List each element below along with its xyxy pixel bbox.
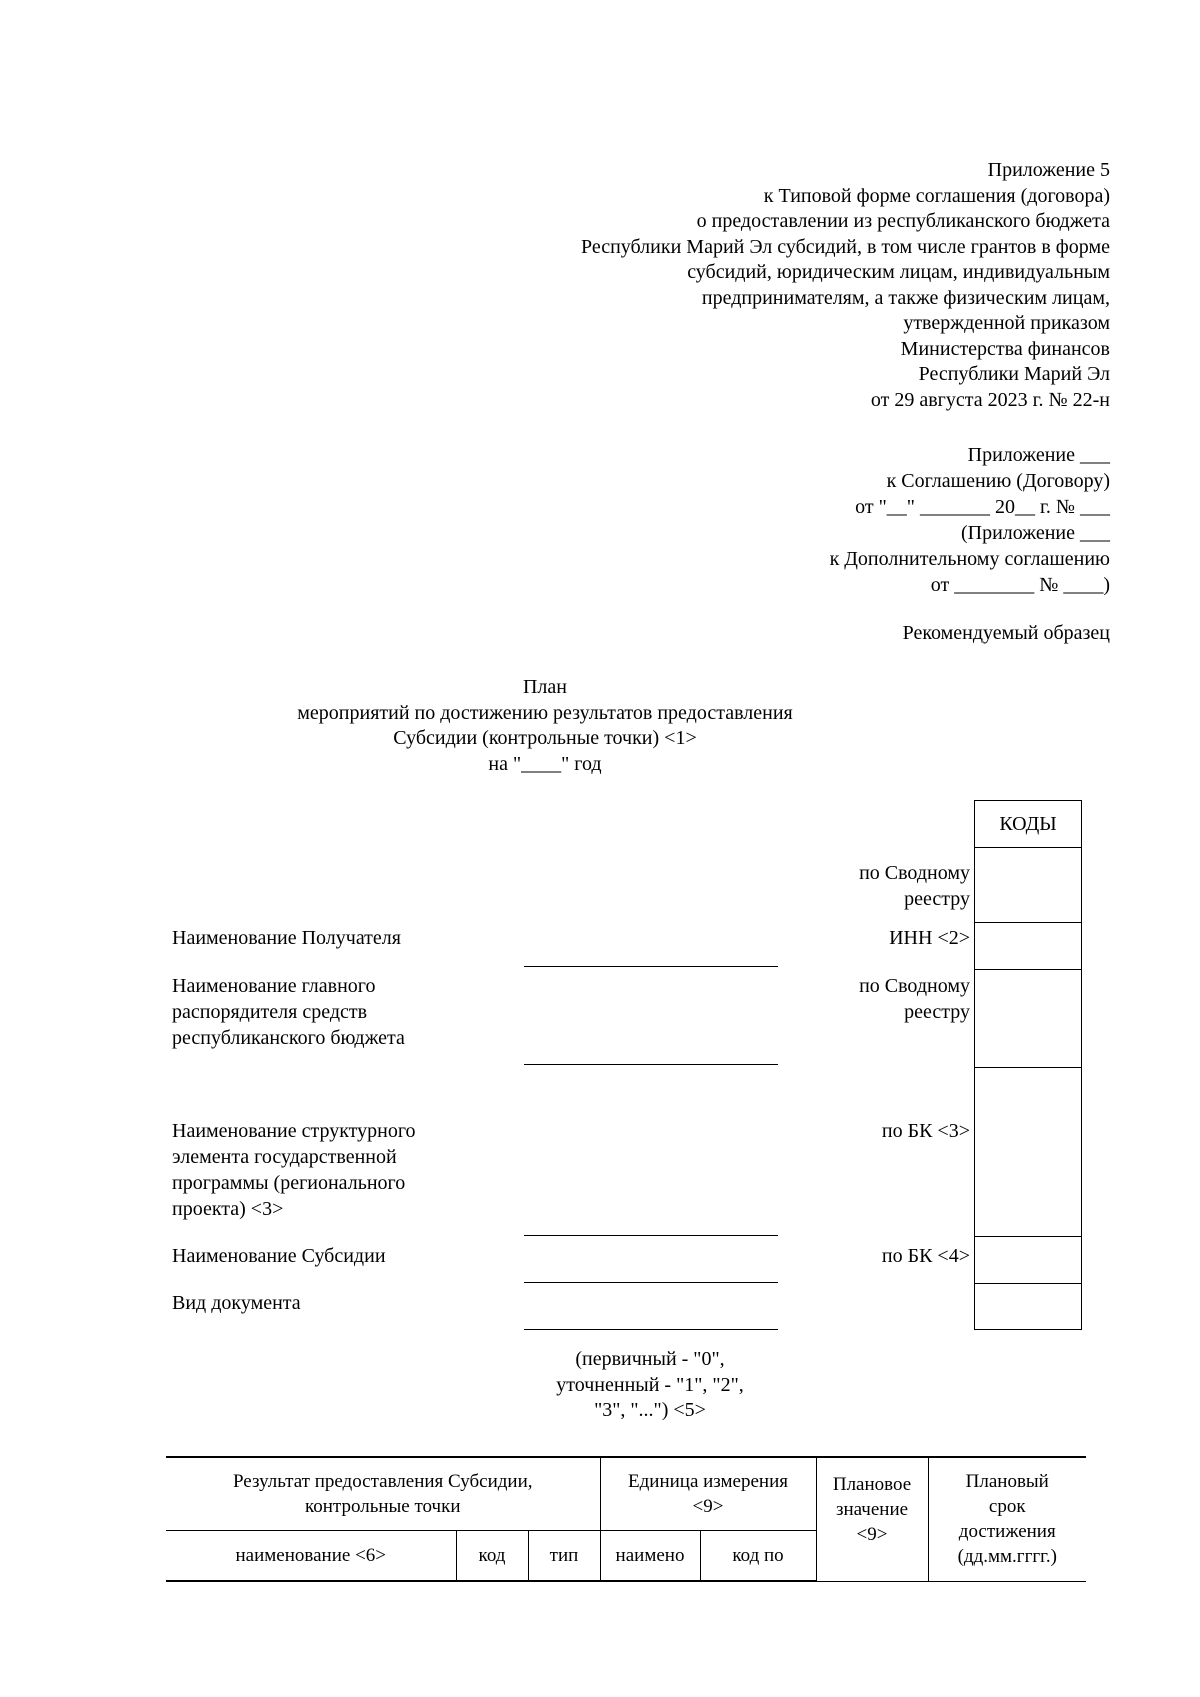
- header-line: достижения: [958, 1521, 1056, 1543]
- approval-line: Министерства финансов: [900, 337, 1110, 360]
- result-column-header: [166, 1457, 600, 1530]
- label-line: Наименование главного: [172, 975, 376, 997]
- approval-line: предпринимателям, а также физическим лицам,: [701, 286, 1110, 309]
- code-label-line: реестру: [904, 1001, 970, 1023]
- label-line: программы (регионального: [172, 1172, 406, 1194]
- header-line: Плановое: [832, 1473, 912, 1495]
- agreement-line: к Дополнительному соглашению: [829, 548, 1110, 570]
- inn-label: ИНН <2>: [889, 927, 970, 949]
- header-line: <9>: [692, 1495, 724, 1517]
- header-line: контрольные точки: [305, 1495, 461, 1517]
- subsidy-field-line[interactable]: [524, 1282, 778, 1283]
- structural-element-field-line[interactable]: [524, 1235, 778, 1236]
- approval-line: Республики Марий Эл субсидий, в том числе грантов в форме: [580, 235, 1110, 258]
- header-line: <9>: [856, 1523, 888, 1545]
- recipient-field-line[interactable]: [524, 966, 778, 967]
- document-title: [270, 675, 820, 777]
- unit-code-header: код по: [700, 1530, 816, 1581]
- grbs-label: [172, 973, 405, 1051]
- subsidy-label: Наименование Субсидии: [172, 1245, 386, 1267]
- label-line: распорядителя средств: [172, 1001, 368, 1023]
- label-line: Наименование структурного: [172, 1120, 416, 1142]
- bk-label: по БК <4>: [881, 1245, 970, 1267]
- note-line: (первичный - "0",: [575, 1348, 725, 1370]
- code-label-line: реестру: [904, 888, 970, 910]
- title-line: План: [522, 676, 567, 698]
- codes-divider: [975, 847, 1081, 848]
- agreement-line: к Соглашению (Договору): [886, 470, 1110, 492]
- header-line: Единица измерения: [628, 1470, 788, 1492]
- header-line: (дд.мм.гггг.): [957, 1546, 1057, 1568]
- results-table: [166, 1456, 1086, 1582]
- approval-line: субсидий, юридическим лицам, индивидуальным: [687, 261, 1110, 283]
- title-line: на "____" год: [488, 752, 602, 775]
- approval-line: к Типовой форме соглашения (договора): [763, 184, 1110, 207]
- header-line: Плановый: [965, 1471, 1049, 1493]
- approval-line: о предоставлении из республиканского бюджета: [696, 210, 1110, 232]
- approval-block: [581, 158, 1110, 413]
- recipient-label: Наименование Получателя: [172, 927, 401, 949]
- plan-value-column-header: [816, 1457, 928, 1581]
- approval-line: от 29 августа 2023 г. № 22-н: [870, 388, 1110, 411]
- header-line: значение: [835, 1498, 909, 1520]
- codes-divider: [975, 1236, 1081, 1237]
- doc-type-label: Вид документа: [172, 1292, 301, 1314]
- approval-line: Республики Марий Эл: [918, 363, 1110, 385]
- header-line: Результат предоставления Субсидии,: [232, 1470, 533, 1492]
- svodny-reestr-label: [859, 973, 970, 1025]
- recommended-sample: Рекомендуемый образец: [902, 622, 1110, 644]
- code-label-line: по Сводному: [859, 975, 970, 997]
- doc-type-field-line[interactable]: [524, 1329, 778, 1330]
- plan-date-column-header: [928, 1457, 1086, 1581]
- note-line: "3", "...") <5>: [594, 1399, 706, 1421]
- agreement-block: [830, 442, 1110, 598]
- title-line: мероприятий по достижению результатов предоставления: [297, 701, 793, 724]
- label-line: элемента государственной: [172, 1146, 397, 1168]
- codes-divider: [975, 922, 1081, 923]
- bk-label: по БК <3>: [881, 1120, 970, 1142]
- result-code-header: код: [456, 1530, 528, 1581]
- header-line: срок: [988, 1496, 1026, 1518]
- approval-line: утвержденной приказом: [903, 312, 1110, 334]
- svodny-reestr-label: [859, 860, 970, 912]
- title-line: Субсидии (контрольные точки) <1>: [393, 727, 697, 749]
- result-name-header: наименование <6>: [166, 1530, 456, 1581]
- codes-divider: [975, 1067, 1081, 1068]
- note-line: уточненный - "1", "2",: [556, 1373, 744, 1396]
- label-line: республиканского бюджета: [172, 1027, 405, 1049]
- approval-line: Приложение 5: [987, 159, 1110, 181]
- structural-element-label: [172, 1118, 416, 1222]
- agreement-line: от "__" _______ 20__ г. № ___: [855, 496, 1110, 518]
- code-label-line: по Сводному: [859, 862, 970, 884]
- grbs-field-line[interactable]: [524, 1064, 778, 1065]
- label-line: проекта) <3>: [172, 1198, 284, 1220]
- unit-name-header: наимено: [600, 1530, 700, 1581]
- codes-box: [974, 800, 1082, 1330]
- agreement-line: (Приложение ___: [960, 522, 1110, 544]
- result-type-header: тип: [528, 1530, 600, 1581]
- codes-header: КОДЫ: [999, 813, 1057, 835]
- codes-divider: [975, 1283, 1081, 1284]
- unit-column-header: [600, 1457, 816, 1530]
- codes-divider: [975, 969, 1081, 970]
- table-header-row: [166, 1457, 1086, 1530]
- agreement-line: Приложение ___: [967, 444, 1110, 466]
- doc-type-note: [525, 1347, 775, 1424]
- agreement-line: от ________ № ____): [930, 574, 1110, 596]
